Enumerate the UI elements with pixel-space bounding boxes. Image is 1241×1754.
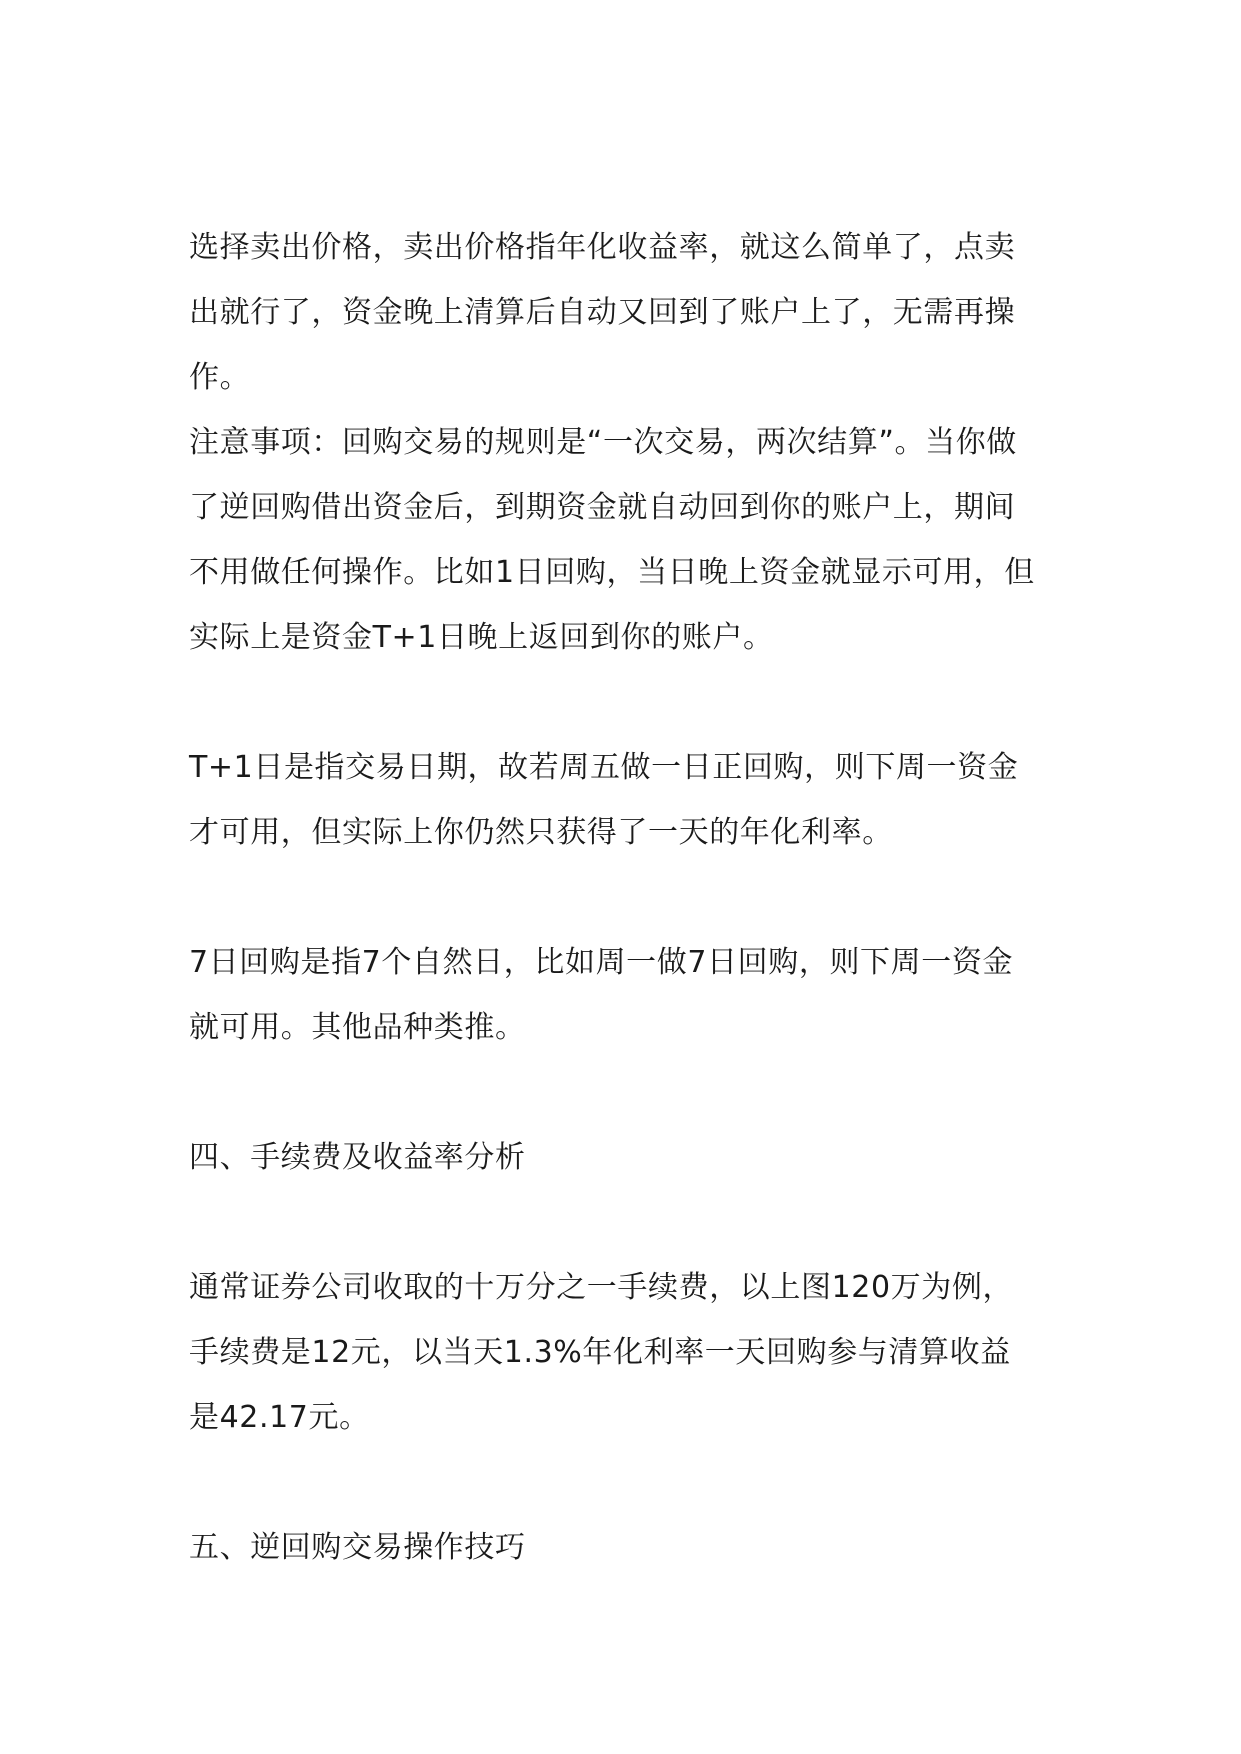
paragraph-line: 不用做任何操作。比如1日回购，当日晚上资金就显示可用，但 — [189, 555, 1035, 590]
paragraph-line: 就可用。其他品种类推。 — [189, 1010, 526, 1045]
paragraph-line: 才可用，但实际上你仍然只获得了一天的年化利率。 — [189, 815, 893, 850]
section-heading: 四、手续费及收益率分析 — [189, 1140, 526, 1175]
paragraph-line: 选择卖出价格，卖出价格指年化收益率，就这么简单了，点卖 — [189, 230, 1016, 265]
paragraph-line: 7日回购是指7个自然日，比如周一做7日回购，则下周一资金 — [189, 945, 1014, 980]
paragraph-line: 出就行了，资金晚上清算后自动又回到了账户上了，无需再操 — [189, 295, 1016, 330]
paragraph-line: 注意事项：回购交易的规则是“一次交易，两次结算”。当你做 — [189, 425, 1017, 460]
paragraph-line: 通常证券公司收取的十万分之一手续费，以上图120万为例， — [189, 1270, 1014, 1305]
paragraph-line: T+1日是指交易日期，故若周五做一日正回购，则下周一资金 — [189, 750, 1019, 785]
paragraph-line: 实际上是资金T+1日晚上返回到你的账户。 — [189, 620, 774, 655]
paragraph-line: 作。 — [189, 360, 251, 395]
paragraph-line: 是42.17元。 — [189, 1400, 370, 1435]
paragraph-line: 了逆回购借出资金后，到期资金就自动回到你的账户上，期间 — [189, 490, 1016, 525]
paragraph-line: 手续费是12元，以当天1.3%年化利率一天回购参与清算收益 — [189, 1335, 1011, 1370]
section-heading: 五、逆回购交易操作技巧 — [189, 1530, 526, 1565]
